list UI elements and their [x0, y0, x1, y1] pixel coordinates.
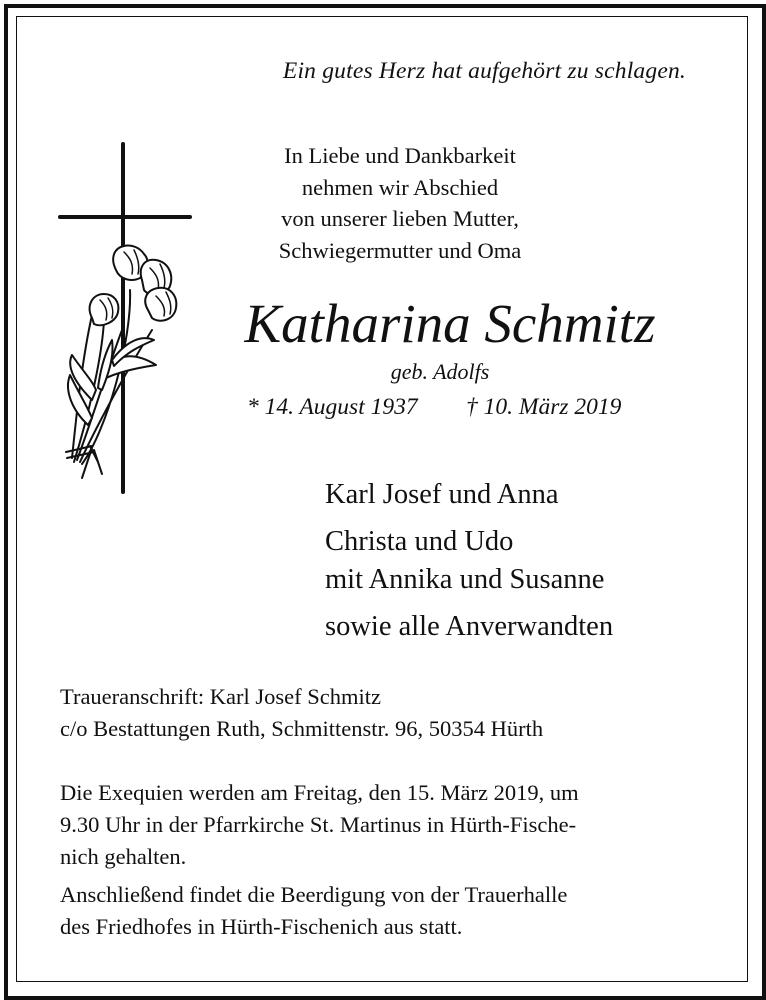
funeral-mass-notice	[60, 777, 579, 873]
burial-notice	[60, 879, 567, 943]
burial-line: des Friedhofes in Hürth-Fischenich aus statt.	[60, 914, 463, 939]
intro-line: nehmen wir Abschied	[301, 174, 499, 200]
intro-line: Schwiegermutter und Oma	[278, 237, 522, 263]
family-line: mit Annika und Susanne	[325, 564, 605, 595]
exequien-line: nich gehalten.	[60, 844, 187, 869]
intro-line: In Liebe und Dankbarkeit	[284, 143, 516, 168]
mourning-address	[60, 681, 543, 745]
cross-with-tulips-icon	[52, 140, 202, 500]
address-line: c/o Bestattungen Ruth, Schmittenstr. 96, 50354 Hürth	[60, 716, 544, 741]
family-line: Christa und Udo	[325, 526, 514, 557]
motto: Ein gutes Herz hat aufgehört zu schlagen.	[282, 58, 686, 84]
burial-line: Anschließend findet die Beerdigung von der Trauerhalle	[60, 882, 568, 907]
death-date: † 10. März 2019	[466, 394, 622, 420]
intro-line: von unserer lieben Mutter,	[281, 206, 519, 231]
address-line: Traueranschrift: Karl Josef Schmitz	[60, 684, 381, 709]
birth-date: * 14. August 1937	[247, 394, 418, 420]
family-line: sowie alle Anverwandten	[325, 611, 614, 642]
maiden-name: geb. Adolfs	[390, 359, 490, 384]
exequien-line: 9.30 Uhr in der Pfarrkirche St. Martinus in Hürth-Fische-	[60, 812, 577, 837]
deceased-name: Katharina Schmitz	[244, 293, 656, 354]
family-line: Karl Josef und Anna	[325, 479, 559, 510]
family-list	[325, 476, 613, 646]
exequien-line: Die Exequien werden am Freitag, den 15. März 2019, um	[60, 780, 579, 805]
intro-text	[255, 140, 545, 266]
